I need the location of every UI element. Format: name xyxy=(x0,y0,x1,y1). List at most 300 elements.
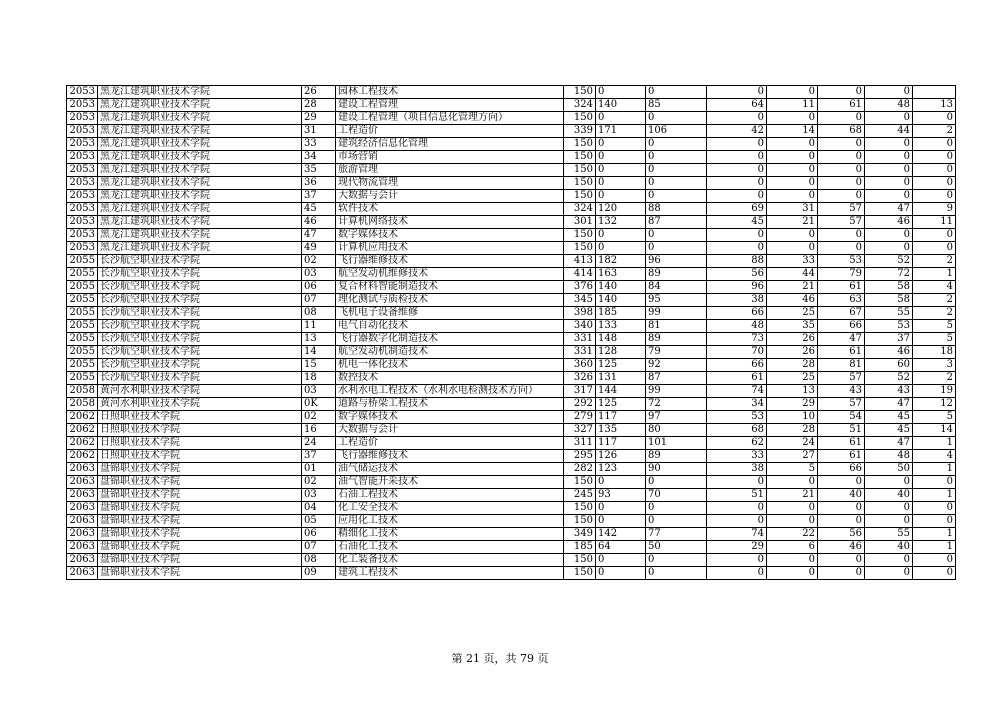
table-row xyxy=(67,385,956,398)
school-name-cell: 盘锦职业技术学院 xyxy=(98,515,302,528)
major-name-cell: 大数据与会计 xyxy=(336,190,564,203)
school-code-cell: 2053 xyxy=(67,177,98,190)
major-name-cell: 现代物流管理 xyxy=(336,177,564,190)
score-e-cell: 57 xyxy=(818,216,865,229)
score-e-cell: 40 xyxy=(818,489,865,502)
table-row xyxy=(67,203,956,216)
score-g-cell: 1 xyxy=(913,489,956,502)
major-name-cell: 数字媒体技术 xyxy=(336,411,564,424)
score-d-cell: 0 xyxy=(767,502,818,515)
score-c-cell: 96 xyxy=(707,281,767,294)
score-a-cell: 0 xyxy=(596,476,646,489)
table-row xyxy=(67,346,956,359)
score-e-cell: 57 xyxy=(818,398,865,411)
score-b-cell: 79 xyxy=(646,346,707,359)
page-number: 第 21 页，共 79 页 xyxy=(451,652,549,665)
score-d-cell: 0 xyxy=(767,86,818,99)
score-e-cell: 56 xyxy=(818,528,865,541)
score-c-cell: 66 xyxy=(707,359,767,372)
school-code-cell: 2063 xyxy=(67,463,98,476)
plan-count-cell: 150 xyxy=(564,502,596,515)
table-row xyxy=(67,489,956,502)
major-code-cell: 08 xyxy=(302,554,336,567)
score-b-cell: 0 xyxy=(646,151,707,164)
score-c-cell: 74 xyxy=(707,528,767,541)
score-e-cell: 79 xyxy=(818,268,865,281)
school-code-cell: 2063 xyxy=(67,541,98,554)
score-b-cell: 92 xyxy=(646,359,707,372)
score-g-cell: 0 xyxy=(913,554,956,567)
score-f-cell: 53 xyxy=(865,320,913,333)
score-f-cell: 52 xyxy=(865,372,913,385)
score-g-cell: 2 xyxy=(913,307,956,320)
score-f-cell: 0 xyxy=(865,554,913,567)
school-code-cell: 2053 xyxy=(67,99,98,112)
major-name-cell: 水利水电工程技术（水利水电检测技术方向） xyxy=(336,385,564,398)
school-code-cell: 2062 xyxy=(67,450,98,463)
major-name-cell: 建筑工程技术 xyxy=(336,567,564,580)
school-name-cell: 盘锦职业技术学院 xyxy=(98,502,302,515)
score-b-cell: 87 xyxy=(646,216,707,229)
school-code-cell: 2053 xyxy=(67,125,98,138)
plan-count-cell: 150 xyxy=(564,229,596,242)
score-a-cell: 0 xyxy=(596,554,646,567)
score-d-cell: 0 xyxy=(767,164,818,177)
table-row xyxy=(67,138,956,151)
score-d-cell: 0 xyxy=(767,567,818,580)
score-a-cell: 0 xyxy=(596,112,646,125)
major-code-cell: 47 xyxy=(302,229,336,242)
school-code-cell: 2053 xyxy=(67,86,98,99)
score-c-cell: 68 xyxy=(707,424,767,437)
score-c-cell: 0 xyxy=(707,242,767,255)
score-d-cell: 0 xyxy=(767,151,818,164)
major-code-cell: 04 xyxy=(302,502,336,515)
major-code-cell: 02 xyxy=(302,255,336,268)
major-code-cell: 16 xyxy=(302,424,336,437)
score-c-cell: 0 xyxy=(707,151,767,164)
score-b-cell: 96 xyxy=(646,255,707,268)
score-b-cell: 70 xyxy=(646,489,707,502)
school-code-cell: 2055 xyxy=(67,372,98,385)
score-g-cell: 0 xyxy=(913,190,956,203)
score-f-cell: 0 xyxy=(865,177,913,190)
school-name-cell: 黄河水利职业技术学院 xyxy=(98,398,302,411)
plan-count-cell: 414 xyxy=(564,268,596,281)
table-row xyxy=(67,554,956,567)
plan-count-cell: 326 xyxy=(564,372,596,385)
major-code-cell: 26 xyxy=(302,86,336,99)
major-name-cell: 化工安全技术 xyxy=(336,502,564,515)
score-f-cell: 40 xyxy=(865,541,913,554)
score-b-cell: 89 xyxy=(646,450,707,463)
school-code-cell: 2055 xyxy=(67,359,98,372)
score-a-cell: 171 xyxy=(596,125,646,138)
score-f-cell: 0 xyxy=(865,151,913,164)
score-e-cell: 0 xyxy=(818,567,865,580)
score-b-cell: 0 xyxy=(646,502,707,515)
score-b-cell: 0 xyxy=(646,554,707,567)
score-d-cell: 21 xyxy=(767,216,818,229)
major-name-cell: 市场营销 xyxy=(336,151,564,164)
score-g-cell: 11 xyxy=(913,216,956,229)
score-e-cell: 0 xyxy=(818,86,865,99)
table-row xyxy=(67,398,956,411)
plan-count-cell: 331 xyxy=(564,346,596,359)
major-code-cell: 06 xyxy=(302,281,336,294)
score-g-cell xyxy=(913,86,956,99)
score-c-cell: 51 xyxy=(707,489,767,502)
plan-count-cell: 413 xyxy=(564,255,596,268)
table-row xyxy=(67,268,956,281)
school-code-cell: 2053 xyxy=(67,229,98,242)
table-row xyxy=(67,86,956,99)
score-f-cell: 60 xyxy=(865,359,913,372)
score-d-cell: 26 xyxy=(767,346,818,359)
major-name-cell: 机电一体化技术 xyxy=(336,359,564,372)
score-f-cell: 0 xyxy=(865,112,913,125)
plan-count-cell: 150 xyxy=(564,138,596,151)
score-a-cell: 0 xyxy=(596,151,646,164)
table-row xyxy=(67,411,956,424)
plan-count-cell: 150 xyxy=(564,177,596,190)
score-b-cell: 88 xyxy=(646,203,707,216)
school-code-cell: 2062 xyxy=(67,437,98,450)
score-a-cell: 120 xyxy=(596,203,646,216)
school-name-cell: 黑龙江建筑职业技术学院 xyxy=(98,151,302,164)
score-b-cell: 89 xyxy=(646,268,707,281)
score-a-cell: 131 xyxy=(596,372,646,385)
score-d-cell: 14 xyxy=(767,125,818,138)
school-name-cell: 黑龙江建筑职业技术学院 xyxy=(98,190,302,203)
plan-count-cell: 324 xyxy=(564,99,596,112)
school-code-cell: 2055 xyxy=(67,320,98,333)
table-row xyxy=(67,359,956,372)
score-g-cell: 14 xyxy=(913,424,956,437)
table-row xyxy=(67,424,956,437)
score-e-cell: 61 xyxy=(818,346,865,359)
table-row xyxy=(67,242,956,255)
score-g-cell: 1 xyxy=(913,437,956,450)
table-row xyxy=(67,151,956,164)
score-f-cell: 72 xyxy=(865,268,913,281)
major-name-cell: 飞行器维修技术 xyxy=(336,450,564,463)
score-f-cell: 43 xyxy=(865,385,913,398)
school-name-cell: 盘锦职业技术学院 xyxy=(98,528,302,541)
school-code-cell: 2053 xyxy=(67,242,98,255)
school-name-cell: 黑龙江建筑职业技术学院 xyxy=(98,164,302,177)
score-a-cell: 163 xyxy=(596,268,646,281)
score-a-cell: 133 xyxy=(596,320,646,333)
plan-count-cell: 360 xyxy=(564,359,596,372)
plan-count-cell: 340 xyxy=(564,320,596,333)
table-row xyxy=(67,99,956,112)
score-b-cell: 0 xyxy=(646,190,707,203)
score-c-cell: 29 xyxy=(707,541,767,554)
score-b-cell: 99 xyxy=(646,307,707,320)
school-code-cell: 2063 xyxy=(67,567,98,580)
school-name-cell: 长沙航空职业技术学院 xyxy=(98,307,302,320)
score-g-cell: 2 xyxy=(913,294,956,307)
major-code-cell: 14 xyxy=(302,346,336,359)
score-e-cell: 57 xyxy=(818,203,865,216)
major-code-cell: 31 xyxy=(302,125,336,138)
score-c-cell: 66 xyxy=(707,307,767,320)
score-d-cell: 0 xyxy=(767,177,818,190)
score-b-cell: 97 xyxy=(646,411,707,424)
score-c-cell: 38 xyxy=(707,294,767,307)
score-d-cell: 11 xyxy=(767,99,818,112)
table-row xyxy=(67,502,956,515)
score-f-cell: 0 xyxy=(865,567,913,580)
score-f-cell: 45 xyxy=(865,424,913,437)
score-g-cell: 3 xyxy=(913,359,956,372)
school-name-cell: 黑龙江建筑职业技术学院 xyxy=(98,229,302,242)
score-a-cell: 0 xyxy=(596,515,646,528)
score-e-cell: 0 xyxy=(818,138,865,151)
school-code-cell: 2055 xyxy=(67,294,98,307)
score-a-cell: 0 xyxy=(596,190,646,203)
major-name-cell: 数控技术 xyxy=(336,372,564,385)
score-f-cell: 48 xyxy=(865,450,913,463)
school-name-cell: 长沙航空职业技术学院 xyxy=(98,320,302,333)
score-f-cell: 0 xyxy=(865,86,913,99)
school-code-cell: 2062 xyxy=(67,424,98,437)
major-code-cell: 34 xyxy=(302,151,336,164)
school-name-cell: 黄河水利职业技术学院 xyxy=(98,385,302,398)
score-d-cell: 0 xyxy=(767,476,818,489)
score-g-cell: 0 xyxy=(913,476,956,489)
score-a-cell: 0 xyxy=(596,86,646,99)
plan-count-cell: 150 xyxy=(564,112,596,125)
score-d-cell: 27 xyxy=(767,450,818,463)
score-f-cell: 0 xyxy=(865,190,913,203)
plan-count-cell: 345 xyxy=(564,294,596,307)
school-name-cell: 长沙航空职业技术学院 xyxy=(98,359,302,372)
score-g-cell: 5 xyxy=(913,320,956,333)
plan-count-cell: 376 xyxy=(564,281,596,294)
score-d-cell: 29 xyxy=(767,398,818,411)
plan-count-cell: 245 xyxy=(564,489,596,502)
plan-count-cell: 185 xyxy=(564,541,596,554)
score-b-cell: 95 xyxy=(646,294,707,307)
plan-count-cell: 311 xyxy=(564,437,596,450)
score-c-cell: 0 xyxy=(707,164,767,177)
major-name-cell: 计算机网络技术 xyxy=(336,216,564,229)
score-e-cell: 0 xyxy=(818,502,865,515)
plan-count-cell: 327 xyxy=(564,424,596,437)
score-g-cell: 0 xyxy=(913,229,956,242)
score-g-cell: 1 xyxy=(913,528,956,541)
score-f-cell: 44 xyxy=(865,125,913,138)
school-name-cell: 黑龙江建筑职业技术学院 xyxy=(98,216,302,229)
major-name-cell: 石油化工技术 xyxy=(336,541,564,554)
plan-count-cell: 349 xyxy=(564,528,596,541)
score-c-cell: 62 xyxy=(707,437,767,450)
school-code-cell: 2055 xyxy=(67,333,98,346)
score-g-cell: 0 xyxy=(913,151,956,164)
table-row xyxy=(67,463,956,476)
plan-count-cell: 279 xyxy=(564,411,596,424)
major-name-cell: 航空发动机制造技术 xyxy=(336,346,564,359)
school-name-cell: 长沙航空职业技术学院 xyxy=(98,333,302,346)
table-row xyxy=(67,528,956,541)
table-row xyxy=(67,567,956,580)
school-code-cell: 2055 xyxy=(67,281,98,294)
score-a-cell: 0 xyxy=(596,567,646,580)
score-b-cell: 99 xyxy=(646,385,707,398)
major-code-cell: 03 xyxy=(302,489,336,502)
score-g-cell: 2 xyxy=(913,372,956,385)
table-row xyxy=(67,372,956,385)
major-name-cell: 航空发动机维修技术 xyxy=(336,268,564,281)
major-name-cell: 飞行器维修技术 xyxy=(336,255,564,268)
plan-count-cell: 292 xyxy=(564,398,596,411)
score-d-cell: 44 xyxy=(767,268,818,281)
score-g-cell: 1 xyxy=(913,541,956,554)
score-a-cell: 125 xyxy=(596,359,646,372)
table-row xyxy=(67,294,956,307)
major-code-cell: 46 xyxy=(302,216,336,229)
major-code-cell: 02 xyxy=(302,476,336,489)
score-d-cell: 21 xyxy=(767,489,818,502)
school-name-cell: 长沙航空职业技术学院 xyxy=(98,294,302,307)
plan-count-cell: 150 xyxy=(564,164,596,177)
score-g-cell: 0 xyxy=(913,164,956,177)
score-e-cell: 54 xyxy=(818,411,865,424)
plan-count-cell: 150 xyxy=(564,554,596,567)
score-g-cell: 1 xyxy=(913,463,956,476)
score-f-cell: 48 xyxy=(865,99,913,112)
score-g-cell: 0 xyxy=(913,502,956,515)
school-code-cell: 2055 xyxy=(67,255,98,268)
major-name-cell: 复合材料智能制造技术 xyxy=(336,281,564,294)
score-e-cell: 53 xyxy=(818,255,865,268)
plan-count-cell: 150 xyxy=(564,86,596,99)
plan-count-cell: 301 xyxy=(564,216,596,229)
score-f-cell: 46 xyxy=(865,216,913,229)
school-code-cell: 2053 xyxy=(67,203,98,216)
score-b-cell: 0 xyxy=(646,567,707,580)
score-c-cell: 34 xyxy=(707,398,767,411)
school-name-cell: 长沙航空职业技术学院 xyxy=(98,372,302,385)
major-code-cell: 11 xyxy=(302,320,336,333)
score-a-cell: 93 xyxy=(596,489,646,502)
school-code-cell: 2053 xyxy=(67,138,98,151)
score-a-cell: 185 xyxy=(596,307,646,320)
school-code-cell: 2053 xyxy=(67,164,98,177)
plan-count-cell: 317 xyxy=(564,385,596,398)
score-e-cell: 67 xyxy=(818,307,865,320)
score-f-cell: 0 xyxy=(865,476,913,489)
plan-count-cell: 398 xyxy=(564,307,596,320)
plan-count-cell: 150 xyxy=(564,151,596,164)
score-d-cell: 5 xyxy=(767,463,818,476)
school-name-cell: 盘锦职业技术学院 xyxy=(98,476,302,489)
major-name-cell: 旅游管理 xyxy=(336,164,564,177)
score-e-cell: 43 xyxy=(818,385,865,398)
table-row xyxy=(67,229,956,242)
score-b-cell: 89 xyxy=(646,333,707,346)
major-name-cell: 应用化工技术 xyxy=(336,515,564,528)
plan-count-cell: 339 xyxy=(564,125,596,138)
table-row xyxy=(67,437,956,450)
table-row xyxy=(67,164,956,177)
school-code-cell: 2058 xyxy=(67,385,98,398)
score-f-cell: 45 xyxy=(865,411,913,424)
score-e-cell: 0 xyxy=(818,476,865,489)
school-code-cell: 2063 xyxy=(67,515,98,528)
score-e-cell: 63 xyxy=(818,294,865,307)
score-f-cell: 40 xyxy=(865,489,913,502)
score-c-cell: 0 xyxy=(707,177,767,190)
score-b-cell: 101 xyxy=(646,437,707,450)
score-a-cell: 117 xyxy=(596,411,646,424)
score-d-cell: 22 xyxy=(767,528,818,541)
score-b-cell: 87 xyxy=(646,372,707,385)
score-g-cell: 1 xyxy=(913,268,956,281)
score-f-cell: 0 xyxy=(865,229,913,242)
score-d-cell: 46 xyxy=(767,294,818,307)
school-code-cell: 2063 xyxy=(67,489,98,502)
major-code-cell: 29 xyxy=(302,112,336,125)
score-c-cell: 53 xyxy=(707,411,767,424)
score-e-cell: 0 xyxy=(818,151,865,164)
score-c-cell: 0 xyxy=(707,86,767,99)
school-name-cell: 黑龙江建筑职业技术学院 xyxy=(98,203,302,216)
score-b-cell: 106 xyxy=(646,125,707,138)
score-f-cell: 0 xyxy=(865,164,913,177)
school-name-cell: 日照职业技术学院 xyxy=(98,424,302,437)
score-c-cell: 42 xyxy=(707,125,767,138)
school-name-cell: 日照职业技术学院 xyxy=(98,450,302,463)
score-c-cell: 0 xyxy=(707,567,767,580)
score-c-cell: 0 xyxy=(707,515,767,528)
school-name-cell: 黑龙江建筑职业技术学院 xyxy=(98,99,302,112)
major-code-cell: 36 xyxy=(302,177,336,190)
score-c-cell: 0 xyxy=(707,138,767,151)
score-d-cell: 0 xyxy=(767,242,818,255)
score-e-cell: 66 xyxy=(818,320,865,333)
score-a-cell: 0 xyxy=(596,229,646,242)
score-d-cell: 35 xyxy=(767,320,818,333)
score-b-cell: 90 xyxy=(646,463,707,476)
score-g-cell: 13 xyxy=(913,99,956,112)
major-code-cell: 28 xyxy=(302,99,336,112)
score-f-cell: 0 xyxy=(865,502,913,515)
score-d-cell: 0 xyxy=(767,554,818,567)
table-row xyxy=(67,281,956,294)
score-d-cell: 13 xyxy=(767,385,818,398)
major-code-cell: 08 xyxy=(302,307,336,320)
score-e-cell: 0 xyxy=(818,177,865,190)
plan-count-cell: 295 xyxy=(564,450,596,463)
score-e-cell: 68 xyxy=(818,125,865,138)
score-b-cell: 0 xyxy=(646,138,707,151)
table-row xyxy=(67,515,956,528)
score-c-cell: 70 xyxy=(707,346,767,359)
score-a-cell: 0 xyxy=(596,242,646,255)
score-e-cell: 0 xyxy=(818,164,865,177)
school-code-cell: 2055 xyxy=(67,346,98,359)
score-c-cell: 0 xyxy=(707,554,767,567)
score-a-cell: 128 xyxy=(596,346,646,359)
major-name-cell: 油气智能开采技术 xyxy=(336,476,564,489)
score-f-cell: 58 xyxy=(865,294,913,307)
school-code-cell: 2053 xyxy=(67,216,98,229)
score-a-cell: 126 xyxy=(596,450,646,463)
score-e-cell: 81 xyxy=(818,359,865,372)
